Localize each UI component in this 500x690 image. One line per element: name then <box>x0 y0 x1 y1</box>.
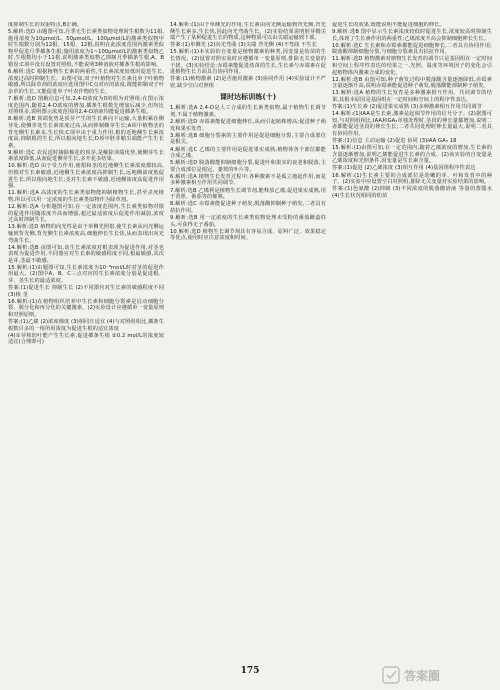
answer-entry: 促进生长的效果,既能说明不能促进细胞的伸长。 <box>332 22 445 28</box>
answer-entry: 3.解析:选B 细胞分裂素的主要作用是促进细胞分裂,主要合成部位是根尖。 <box>170 132 326 146</box>
answer-entry: 14.解析:选B 由图可知,该生长素浓度对根表现为促进作用,对茎也表现为促进作用,不同器官对生长素的敏感程度不同,根最敏感,其次是芽,茎最不敏感。 <box>8 244 164 264</box>
answer-entry: 8.解析:选B 顶端优势是顶芽产生的生长素向下运输,大量积累在侧芽处,使侧芽处生长素浓度过高,从而抑制侧芽生长;A项中植物茎的背光侧生长素多,生长快;C项中由于重力作用,根的近地侧生长素浓度高,抑制根的生长,所以根向地生长;D项中胚芽鞘尖端能产生生长素。 <box>8 116 164 149</box>
answer-entry: 答案:(1)促进 (2)乙烯浓度 (3)相互作用 (4)基因组程序性表达 <box>332 165 476 172</box>
answer-entry: 16.解析:(1)生长素主要的合成部位是幼嫩的芽、叶和发育中的种子。(2)实验中应设置空白对照组,排除无关变量对实验结果的影响。 <box>332 172 492 186</box>
answer-entry: 2.解析:选D 赤霉素能促进细胞伸长,从而引起植株增高;促进种子萌发和果实发育。 <box>170 119 326 132</box>
answer-entry: 7.解析:选D 图解信息可知,2,4-D浓度为0的组为对照组;在图示浓度范围内,随着2,4-D浓度的增加,插条生根数先增加后减少,但均比对照组多,说明图示浓度范围的2,4-D溶液均能促进插条生根。 <box>8 96 164 116</box>
answer-entry: 答案:(1)植物激素 (2)是否施用激素 (3)协同作用 (4)实验设计不严密,缺少空白对照组 <box>170 76 326 89</box>
column-left-entries <box>8 22 164 346</box>
answer-entry: 答案:(1)乙烯 (2)浓度梯度 (3)相同且适宜 (4)与对照组相比,插条生根数目多的一组所用浓度为促进生根的适宜浓度 <box>8 319 164 332</box>
answer-entry: 答案:(1)信息 主动运输 (2)促进 协同 (3)IAA GA₃ 18 <box>332 138 457 145</box>
answer-entry: 15.解析:(1)由题图可知,生长素浓度为10⁻⁸mol/L时对茎的促进作用最大。(2)图中A、B、C三点对应的生长素浓度分别是促进根、芽、茎生长的最适浓度。 <box>8 264 164 285</box>
answer-entry: (4)①芽和幼叶能产生生长素,促进插条生根 ②0.2 mol/L的浓度较适宜(合理即可) <box>8 332 164 346</box>
answer-entry: 度抑制生长的双重特点,B正确。 <box>8 22 83 28</box>
answer-entry: 8.解析:选C 赤霉素能促进种子萌发,脱落酸抑制种子萌发,二者具有拮抗作用。 <box>170 201 326 214</box>
column-middle-entries-b <box>170 105 326 241</box>
answer-entry: 9.解析:选C 农民适时摘除棉花的顶芽,是解除顶端优势,使侧芽生长素浓度降低,从而促进侧芽生长,多开花多结果。 <box>8 149 164 163</box>
answer-entry: 15.解析:(1)本实验的自变量是植物激素的种类,因变量是幼苗的生长情况。(2)设置对照实验时应遵循单一变量原则,排除无关变量的干扰。(3)实验结论:赤霉素能促进幼苗的生长,生长素与赤霉素在促进植物生长方面具有协同作用。 <box>170 49 326 76</box>
answer-entry: 11.解析:选A 高浓度的生长素类似物能抑制植物生长,甚至杀死植物,所以可以用一定浓度的生长素类似物作为除草剂。 <box>8 190 164 203</box>
answer-entry: 10.解析:选C 生长素和赤霉素都能促进细胞伸长,二者具有协同作用;脱落酸抑制细胞分裂,与细胞分裂素具有拮抗作用。 <box>332 42 492 56</box>
column-right-entries <box>332 22 492 199</box>
answer-column-left <box>8 22 164 662</box>
answer-column-middle <box>170 22 326 662</box>
answer-entry: 11.解析:选D 植物激素对植物生长发育的调节只是基因组在一定时间和空间上程序性表达的结果之一,光照、温度等环境因子的变化会引起植物体内激素合成的变化。 <box>332 56 492 76</box>
answer-entry: 6.解析:选C 根据植物生长素的两重性,生长素浓度较低时促进生长,浓度过高时抑制生长。由图可知,双子叶植物对生长素比单子叶植物敏感,所以除草剂的浓度应选用图中C点对应的浓度,既能抑制双子叶杂草的生长,又能促进单子叶农作物的生长。 <box>8 69 164 95</box>
answer-entry: 9.解析:选B 用一定浓度的生长素类似物处理未受粉的番茄雌蕊柱头,可获得无子番茄。 <box>170 214 326 228</box>
answer-column-right <box>332 22 492 662</box>
answer-entry: 13.解析:选D 植物的向光性是由于单侧光照射,使生长素从向光侧运输到背光侧,背光侧生长素浓度高,细胞伸长生长快,从而表现出向光弯曲生长。 <box>8 224 164 244</box>
answer-entry: 14.解析:(1)由于单侧光的作用,生长素由向光侧运输到背光侧,背光侧生长素多,生长快,因此向光弯曲生长。(2)实验结果说明胚芽鞘尖端产生了某种促进生长的物质,这种物质可以由尖端运输到下部。 <box>170 22 326 42</box>
answer-entry: 9.解析:选B 图中显示生长素浓度较低时促进生长,浓度较高时抑制生长,体现了生长素作用的两重性;乙烯浓度升高会抑制细胞伸长生长。 <box>332 29 492 42</box>
column-middle-entries-a <box>170 22 326 89</box>
answer-entry: 4.解析:选C 乙烯的主要作用是促进果实成熟,植物体各个部位都能合成乙烯。 <box>170 146 326 160</box>
answer-entry: 5.解析:选D 由题图可知,月季无生长素类似物处理时生根数为11根,施用浓度为10μmol/L、50μmol/L、100μmol/L的激素类似物甲时生根数分别为12根、15根、12根,说明在此浓度范围内激素类似物甲促进月季插条生根;施用浓度为1~100μmol/L的激素类似物乙时,生根数均小于11根,说明激素类似物乙抑制月季插条生根,A、B错误;C项中没有设置对照组,不能说明3种溶液对插条生根的影响。 <box>8 29 164 69</box>
answer-entry: 12.解析:选B 由图可知,种子萌发过程中脱落酸含量逐渐降低,赤霉素含量逐渐升高,说明赤霉素能促进种子萌发,脱落酸能抑制种子萌发。 <box>332 76 492 90</box>
watermark-text: 答案圈 <box>404 669 441 683</box>
answer-entry: 10.解析:选D 植物生长调节剂具有容易合成、原料广泛、效果稳定等优点,使用时应注意浓度和时间。 <box>170 228 326 242</box>
answer-entry: 14.解析:(1)IAA是生长素,激素是起调节作用的信号分子。(2)据图可知,与对照组相比,IAA和GA₃单独处理时,茎段的伸长量都增加,说明二者都能促进茎段的伸长生长;二者共同处理时伸长量最大,说明二者具有协同作用。 <box>332 111 492 137</box>
page-number: 175 <box>240 666 260 676</box>
answer-entry: 10.解析:选D 由于受力作用,使根和茎的近地侧生长素浓度都较高,但根对生长素敏感,近地侧生长素浓度高抑制生长,远地侧浓度低促进生长,所以根向地生长;茎对生长素不敏感,近地侧浓度高促进作用强。 <box>8 163 164 190</box>
answer-entry: 7.解析:选B 乙烯利是植物生长调节剂,能释放乙烯,促进果实成熟,用于香蕉、番茄等的催熟。 <box>170 187 326 201</box>
section-title: 课时达标训练(十) <box>219 93 277 102</box>
answer-entry: 16.解析:(1)在植物组织培养中生长素和细胞分裂素是启动细胞分裂、脱分化和再分化的关键激素。(2)实验设计应遵循单一变量原则和对照原则。 <box>8 298 164 319</box>
answer-entry: 5.解析:选D 脱落酸能抑制细胞分裂,促进叶和果实的衰老和脱落,主要合成部位是根冠、萎蔫的叶片等。 <box>170 160 326 173</box>
answer-entry: 6.解析:选A 植物生长发育过程中,各种激素不是孤立地起作用,而是多种激素相互作用共同调节。 <box>170 173 326 187</box>
answer-entry: 1.解析:选A 2,4-D是人工合成的生长素类似物,属于植物生长调节剂,不属于植物激素。 <box>170 105 326 119</box>
answer-entry: 答案:(1)促进生长 抑制生长 (2)不同器官对生长素的敏感程度不同 (3)根 茎 <box>8 285 164 298</box>
answer-entry: 答案:(1)生长素 (2)促进果实成熟 (3)多种激素相互作用共同调节 <box>332 104 482 111</box>
answer-entry: 答案:(1)单侧光 (2)向光弯曲 (3)尖端 背光侧 (4)不弯曲 不生长 <box>170 42 317 49</box>
watermark-logo-icon <box>382 664 492 686</box>
answer-entry: 答案:(1)色氨酸 (2)抑制 (3)不同浓度的脱落酸溶液 等量的蒸馏水 (4)生长状况相同的幼苗 <box>332 186 492 199</box>
answer-entry: 13.解析:选A 植物的生长发育是多种激素相互作用、共同调节的结果,其根本原因是基因组在一定时间和空间上的程序性表达。 <box>332 90 492 104</box>
answer-entry: 15.解析:(1)由图可知,在一定范围内,随着乙烯浓度的增加,生长素的含量逐渐增加,说明乙烯能促进生长素的合成。(2)该实验的自变量是乙烯浓度和光照条件,因变量是生长素含量。 <box>332 145 492 165</box>
answer-entry: 12.解析:选A 分析题图可知,在一定浓度范围内,生长素类似物对根的促进作用随浓度升高而增强,超过最适浓度后促进作用减弱,浓度过高时抑制生长。 <box>8 204 164 224</box>
